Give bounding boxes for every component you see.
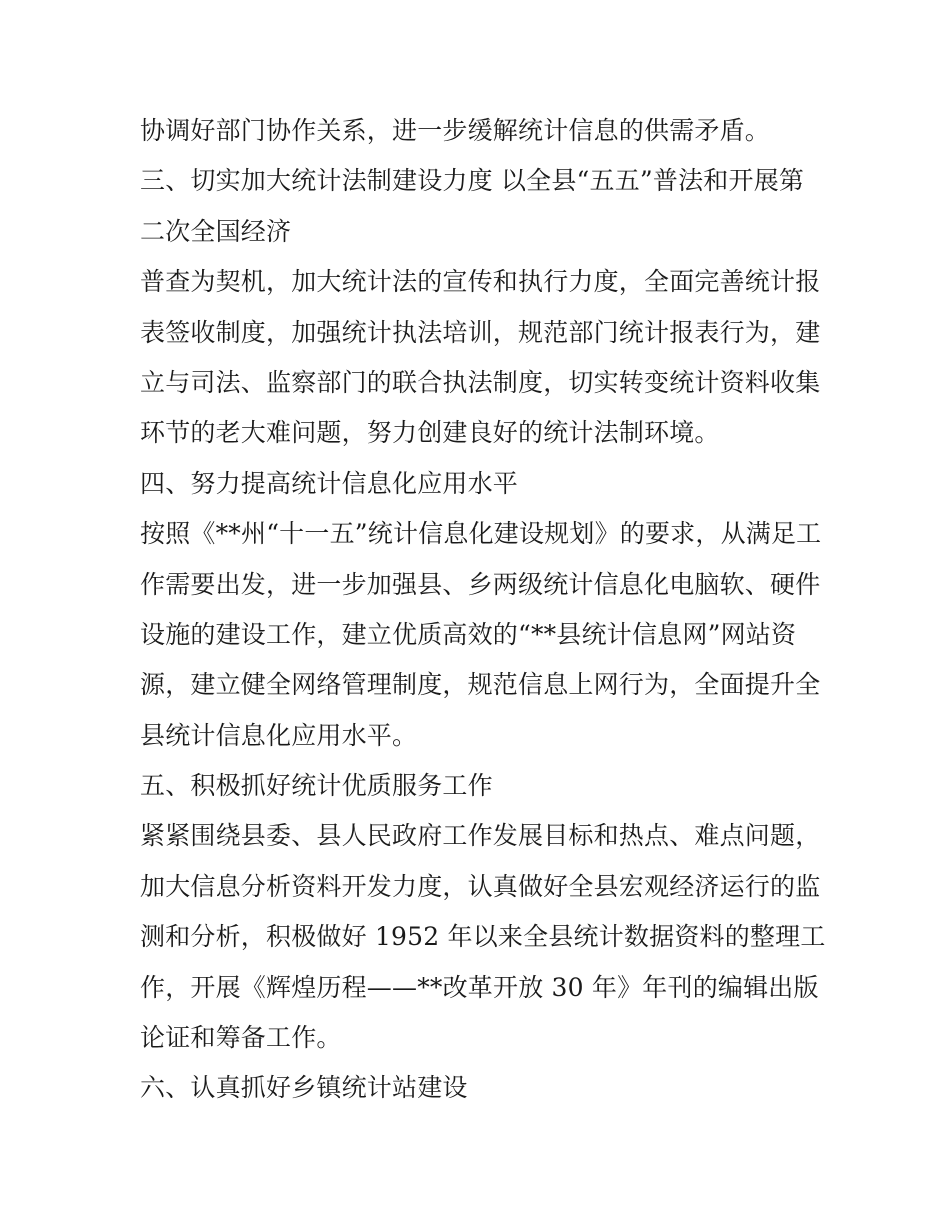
text-line: 加大信息分析资料开发力度，认真做好全县宏观经济运行的监 xyxy=(140,871,821,901)
text-line: 作，开展《辉煌历程——**改革开放 30 年》年刊的编辑出版 xyxy=(140,972,819,1002)
text-line: 作需要出发，进一步加强县、乡两级统计信息化电脑软、硬件 xyxy=(140,569,821,599)
text-line: 按照《**州“十一五”统计信息化建设规划》的要求，从满足工 xyxy=(140,519,822,549)
text-line: 论证和筹备工作。 xyxy=(140,1023,342,1053)
text-line: 测和分析，积极做好 1952 年以来全县统计数据资料的整理工 xyxy=(140,922,826,952)
text-line: 普查为契机，加大统计法的宣传和执行力度，全面完善统计报 xyxy=(140,267,821,297)
text-line: 紧紧围绕县委、县人民政府工作发展目标和热点、难点问题， xyxy=(140,821,821,851)
text-line: 协调好部门协作关系，进一步缓解统计信息的供需矛盾。 xyxy=(140,116,771,145)
text-line: 二次全国经济 xyxy=(140,216,292,246)
section-heading: 六、认真抓好乡镇统计站建设 xyxy=(140,1073,468,1103)
text-line: 环节的老大难问题，努力创建良好的统计法制环境。 xyxy=(140,418,720,448)
document-page xyxy=(140,106,826,1114)
section-heading: 四、努力提高统计信息化应用水平 xyxy=(140,468,519,498)
text-line: 县统计信息化应用水平。 xyxy=(140,720,418,750)
section-heading: 五、积极抓好统计优质服务工作 xyxy=(140,771,493,801)
text-line: 源，建立健全网络管理制度，规范信息上网行为，全面提升全 xyxy=(140,670,821,700)
text-line: 立与司法、监察部门的联合执法制度，切实转变统计资料收集 xyxy=(140,367,821,397)
text-line: 设施的建设工作，建立优质高效的“**县统计信息网”网站资 xyxy=(140,619,797,649)
text-line: 表签收制度，加强统计执法培训，规范部门统计报表行为，建 xyxy=(140,317,821,347)
section-heading: 三、切实加大统计法制建设力度 以全县“五五”普法和开展第 xyxy=(140,166,805,196)
